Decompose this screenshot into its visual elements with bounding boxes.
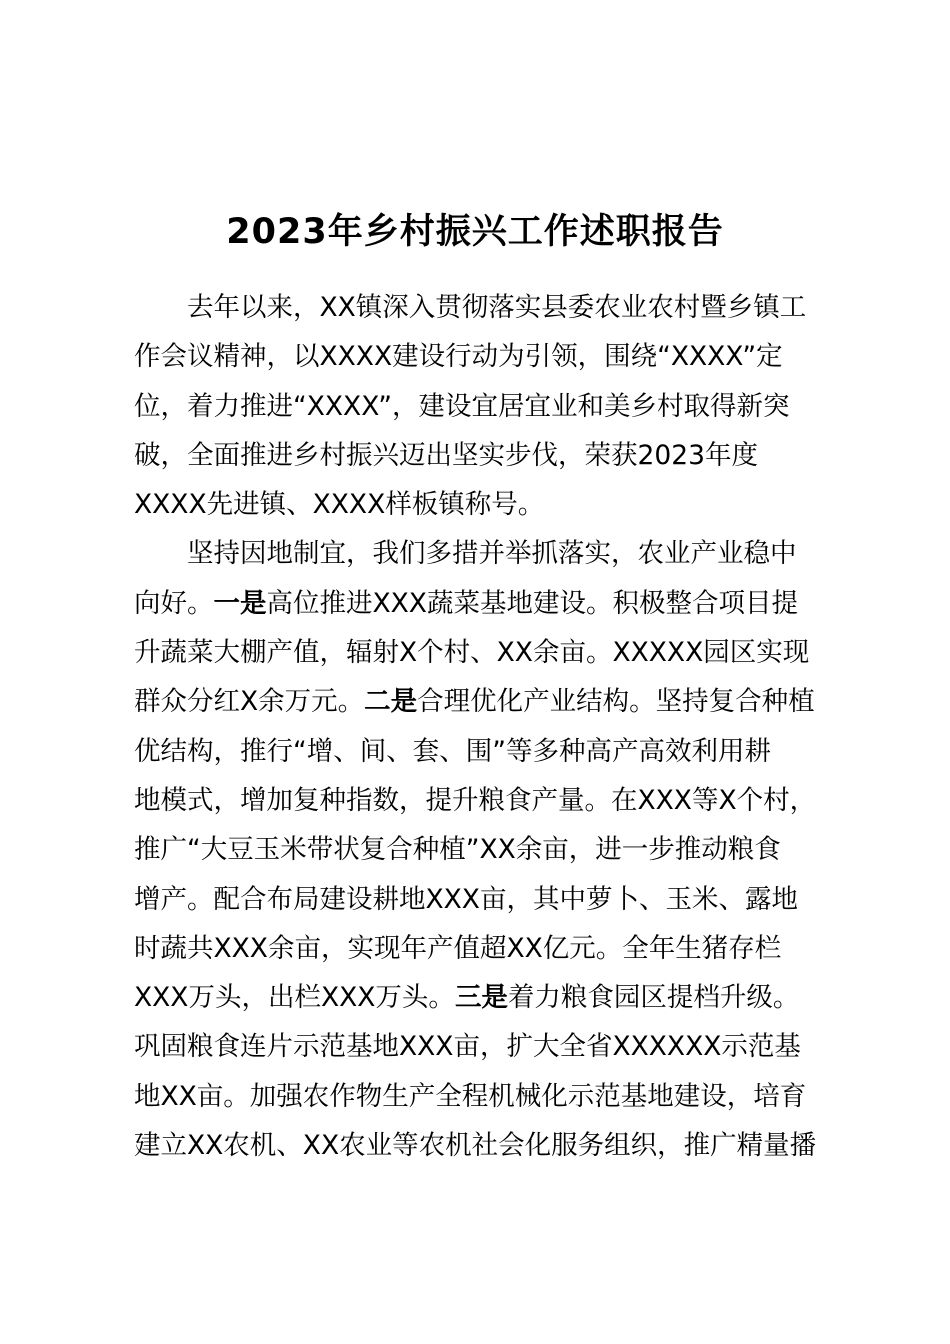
text-line (134, 973, 854, 1022)
bold-marker-second: 二是 (364, 686, 418, 718)
text-segment: 合理优化产业结构。坚持复合种植 (417, 686, 815, 718)
text-line: 优结构，推行“增、间、套、围”等多种高产高效利用耕 (134, 735, 771, 767)
document-body (134, 283, 854, 1170)
text-line: 巩固粮食连片示范基地XXX亩，扩大全省XXXXXX示范基 (134, 1031, 801, 1063)
text-line: 推广“大豆玉米带状复合种植”XX余亩，进一步推动粮食 (134, 834, 781, 866)
text-line: 地模式，增加复种指数，提升粮食产量。在XXX等X个村， (134, 784, 817, 816)
document-title: 2023年乡村振兴工作述职报告 (226, 212, 724, 252)
paragraph-agriculture (134, 529, 854, 1170)
bold-marker-third: 三是 (454, 982, 508, 1014)
text-line: 建立XX农机、XX农业等农机社会化服务组织，推广精量播 (134, 1130, 817, 1162)
text-line: 坚持因地制宜，我们多措并举抓落实，农业产业稳中 (187, 538, 797, 570)
text-line: 地XX亩。加强农作物生产全程机械化示范基地建设，培育 (134, 1080, 807, 1112)
text-segment: 群众分红X余万元。 (134, 686, 365, 718)
text-line: 去年以来，XX镇深入贯彻落实县委农业农村暨乡镇工 (187, 292, 807, 323)
text-line (134, 579, 854, 628)
text-line: 升蔬菜大棚产值，辐射X个村、XX余亩。XXXXX园区实现 (134, 637, 810, 669)
text-segment: 着力粮食园区提档升级。 (507, 982, 800, 1014)
text-segment: XXX万头，出栏XXX万头。 (134, 982, 455, 1014)
text-line: 增产。配合布局建设耕地XXX亩，其中萝卜、玉米、露地 (134, 883, 798, 915)
text-line (134, 677, 854, 726)
paragraph-intro (134, 283, 854, 529)
bold-marker-first: 一是 (213, 587, 267, 619)
text-line: 位，着力推进“XXXX”，建设宜居宜业和美乡村取得新突 (134, 390, 790, 422)
text-line: 破，全面推进乡村振兴迈出坚实步伐，荣获2023年度 (134, 439, 758, 471)
text-line: 时蔬共XXX余亩，实现年产值超XX亿元。全年生猪存栏 (134, 932, 782, 964)
text-line: 作会议精神，以XXXX建设行动为引领，围绕“XXXX”定 (134, 341, 783, 373)
text-segment: 向好。 (134, 587, 214, 619)
text-line: XXXX先进镇、XXXX样板镇称号。 (134, 489, 545, 521)
text-segment: 高位推进XXX蔬菜基地建设。积极整合项目提 (266, 587, 798, 619)
